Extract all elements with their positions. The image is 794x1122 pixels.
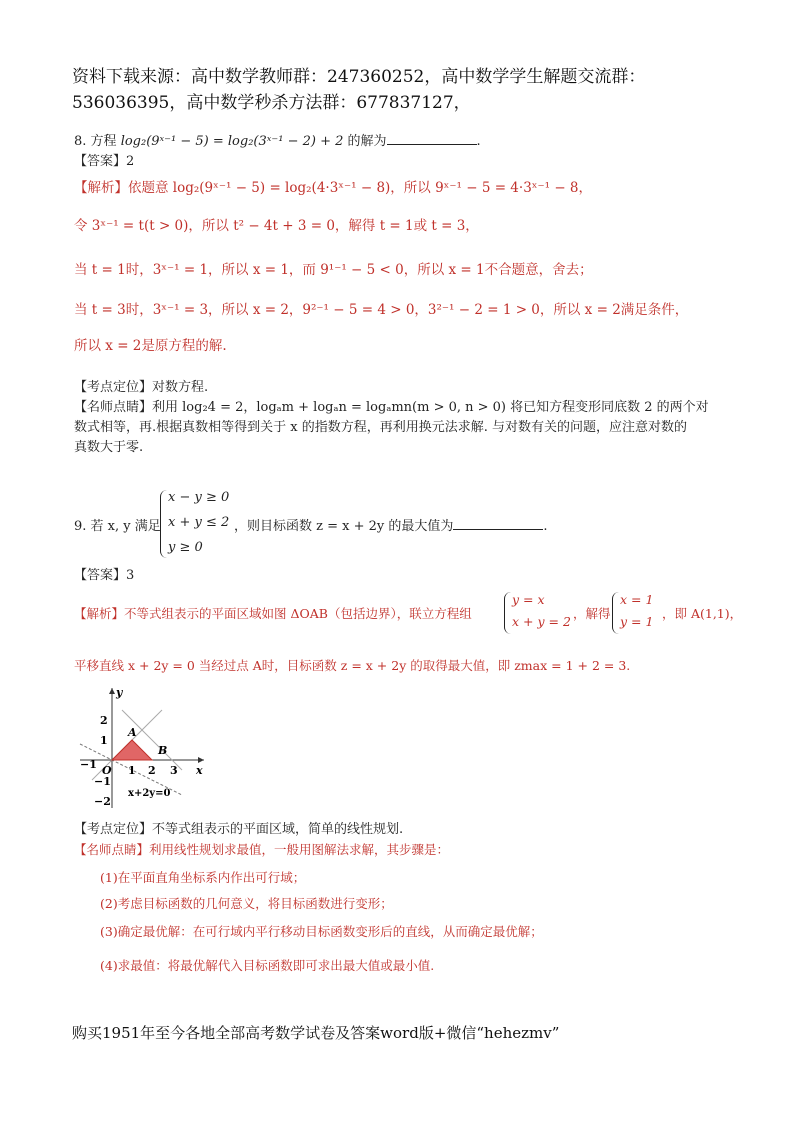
q9-step-4: (4)求最值：将最优解代入目标函数即可求出最大值或最小值.: [100, 958, 435, 973]
tick-x-1: 1: [128, 764, 136, 777]
q9-analysis-1: [74, 604, 472, 622]
q9-analysis-tag: 【解析】: [74, 606, 125, 621]
q9-key-point-tag: 【考点定位】: [74, 822, 153, 837]
header-line-2: 536036395，高中数学秒杀方法群：677837127，: [72, 93, 471, 113]
q9-question-rest: [234, 515, 548, 534]
q8-key-point-text: 对数方程.: [152, 380, 209, 395]
q8-question: [74, 130, 481, 149]
q9-brace: [160, 490, 167, 558]
q9-step-2: (2)考虑目标函数的几何意义，将目标函数进行变形；: [100, 896, 393, 911]
point-a-label: A: [128, 726, 137, 739]
q9-constraint-2: x + y ≤ 2: [168, 515, 230, 530]
q9-answer-blank: [453, 519, 543, 530]
origin-label: O: [102, 764, 112, 777]
q8-analysis-3: 当 t = 1时，3ˣ⁻¹ = 1，所以 x = 1，而 9¹⁻¹ − 5 < 0，所以 x = 1不合题意，舍去；: [74, 262, 593, 278]
tick-x-3: 3: [170, 764, 178, 777]
tick-x-minus1: −1: [80, 758, 97, 771]
q9-answer: [74, 564, 134, 583]
q9-constraint-1: x − y ≥ 0: [168, 490, 230, 505]
tick-x-2: 2: [148, 764, 156, 777]
q8-analysis-tag: 【解析】: [74, 180, 128, 196]
tick-y-minus1: −1: [94, 775, 111, 788]
objective-line-label: x+2y=0: [128, 788, 171, 799]
q9-end: .: [543, 519, 548, 534]
q8-equation: log₂(9ˣ⁻¹ − 5) = log₂(3ˣ⁻¹ − 2) + 2: [120, 134, 344, 149]
q9-tip-tag: 【名师点睛】: [74, 842, 150, 857]
q8-tip-1: [74, 396, 709, 415]
q9-tip-text: 利用线性规划求最值，一般用图解法求解，其步骤是：: [149, 842, 450, 857]
q8-suffix: 的解为: [347, 134, 387, 149]
feasible-region-figure: [72, 684, 212, 814]
q8-prefix: 8. 方程: [74, 134, 117, 149]
tick-y-minus2: −2: [94, 795, 111, 808]
axis-x-label: x: [196, 764, 203, 777]
q9-system-brace: [504, 592, 511, 634]
line-x-plus-y-2: [122, 710, 182, 770]
q9-step-1: (1)在平面直角坐标系内作出可行域；: [100, 870, 306, 885]
q9-system-1: y = x: [512, 592, 545, 607]
q8-tip-2: 数式相等，再.根据真数相等得到关于 x 的指数方程，再利用换元法求解. 与对数有关的问题，应注意对数的: [74, 420, 687, 435]
q9-point-a: ，即 A(1,1)，: [662, 606, 743, 621]
q8-analysis-line-1: 依题意 log₂(9ˣ⁻¹ − 5) = log₂(4·3ˣ⁻¹ − 8)，所以 9ˣ⁻¹ − 5 = 4·3ˣ⁻¹ − 8，: [128, 180, 593, 196]
q9-answer-value: 3: [126, 568, 135, 583]
q8-analysis-1: [74, 176, 592, 196]
q9-solution-1: x = 1: [620, 592, 654, 607]
q9-answer-tag: 【答案】: [74, 568, 127, 583]
q8-key-point-tag: 【考点定位】: [74, 380, 153, 395]
q9-constraint-3: y ≥ 0: [168, 540, 203, 555]
q9-suffix: ，则目标函数 z = x + 2y 的最大值为: [234, 519, 454, 534]
q8-answer-tag: 【答案】: [74, 154, 127, 169]
header-line-1: 资料下载来源：高中数学教师群：247360252，高中数学学生解题交流群：: [72, 67, 646, 87]
tick-y-2: 2: [100, 714, 108, 727]
q9-solution-2: y = 1: [620, 614, 654, 629]
footer-advert: 购买1951年至今各地全部高考数学试卷及答案word版+微信“hehezmv”: [72, 1024, 560, 1042]
q8-answer: [74, 150, 134, 169]
q9-step-3: (3)确定最优解：在可行域内平行移动目标函数变形后的直线，从而确定最优解；: [100, 924, 543, 939]
q9-system-2: x + y = 2: [512, 614, 571, 629]
q8-analysis-4: 当 t = 3时，3ˣ⁻¹ = 3，所以 x = 2，9²⁻¹ − 5 = 4 > 0，3²⁻¹ − 2 = 1 > 0，所以 x = 2满足条件，: [74, 302, 689, 318]
q8-tip-tag: 【名师点睛】: [74, 400, 153, 415]
q9-key-point: [74, 818, 403, 837]
tick-y-1: 1: [100, 734, 108, 747]
q9-solve-text: ，解得: [573, 606, 611, 621]
q8-analysis-2: 令 3ˣ⁻¹ = t(t > 0)，所以 t² − 4t + 3 = 0，解得 t = 1或 t = 3，: [74, 218, 479, 234]
q8-tip-line-1: 利用 log₂4 = 2，logₐm + logₐn = logₐmn(m > 0, n > 0) 将已知方程变形同底数 2 的两个对: [152, 400, 709, 415]
q8-end: .: [476, 134, 481, 149]
x-axis-arrow-icon: [198, 757, 204, 763]
q9-analysis-2: 平移直线 x + 2y = 0 当经过点 A时，目标函数 z = x + 2y 的取得最大值，即 zmax = 1 + 2 = 3.: [74, 658, 631, 673]
q8-tip-3: 真数大于零.: [74, 440, 144, 455]
q8-answer-value: 2: [126, 154, 135, 169]
axis-y-label: y: [116, 686, 123, 699]
q8-answer-blank: [387, 134, 477, 145]
y-axis-arrow-icon: [109, 688, 115, 694]
q9-key-point-text: 不等式组表示的平面区域，简单的线性规划.: [152, 822, 404, 837]
q9-prefix: 9. 若 x, y 满足: [74, 519, 161, 534]
q8-analysis-5: 所以 x = 2是原方程的解.: [74, 338, 227, 354]
feasible-region: [112, 740, 152, 760]
q9-tip: [74, 840, 449, 858]
point-b-label: B: [158, 744, 168, 757]
q9-analysis-pre: 不等式组表示的平面区域如图 ΔOAB（包括边界），联立方程组: [124, 606, 472, 621]
q8-key-point: [74, 376, 208, 395]
q9-solution-brace: [612, 592, 619, 634]
